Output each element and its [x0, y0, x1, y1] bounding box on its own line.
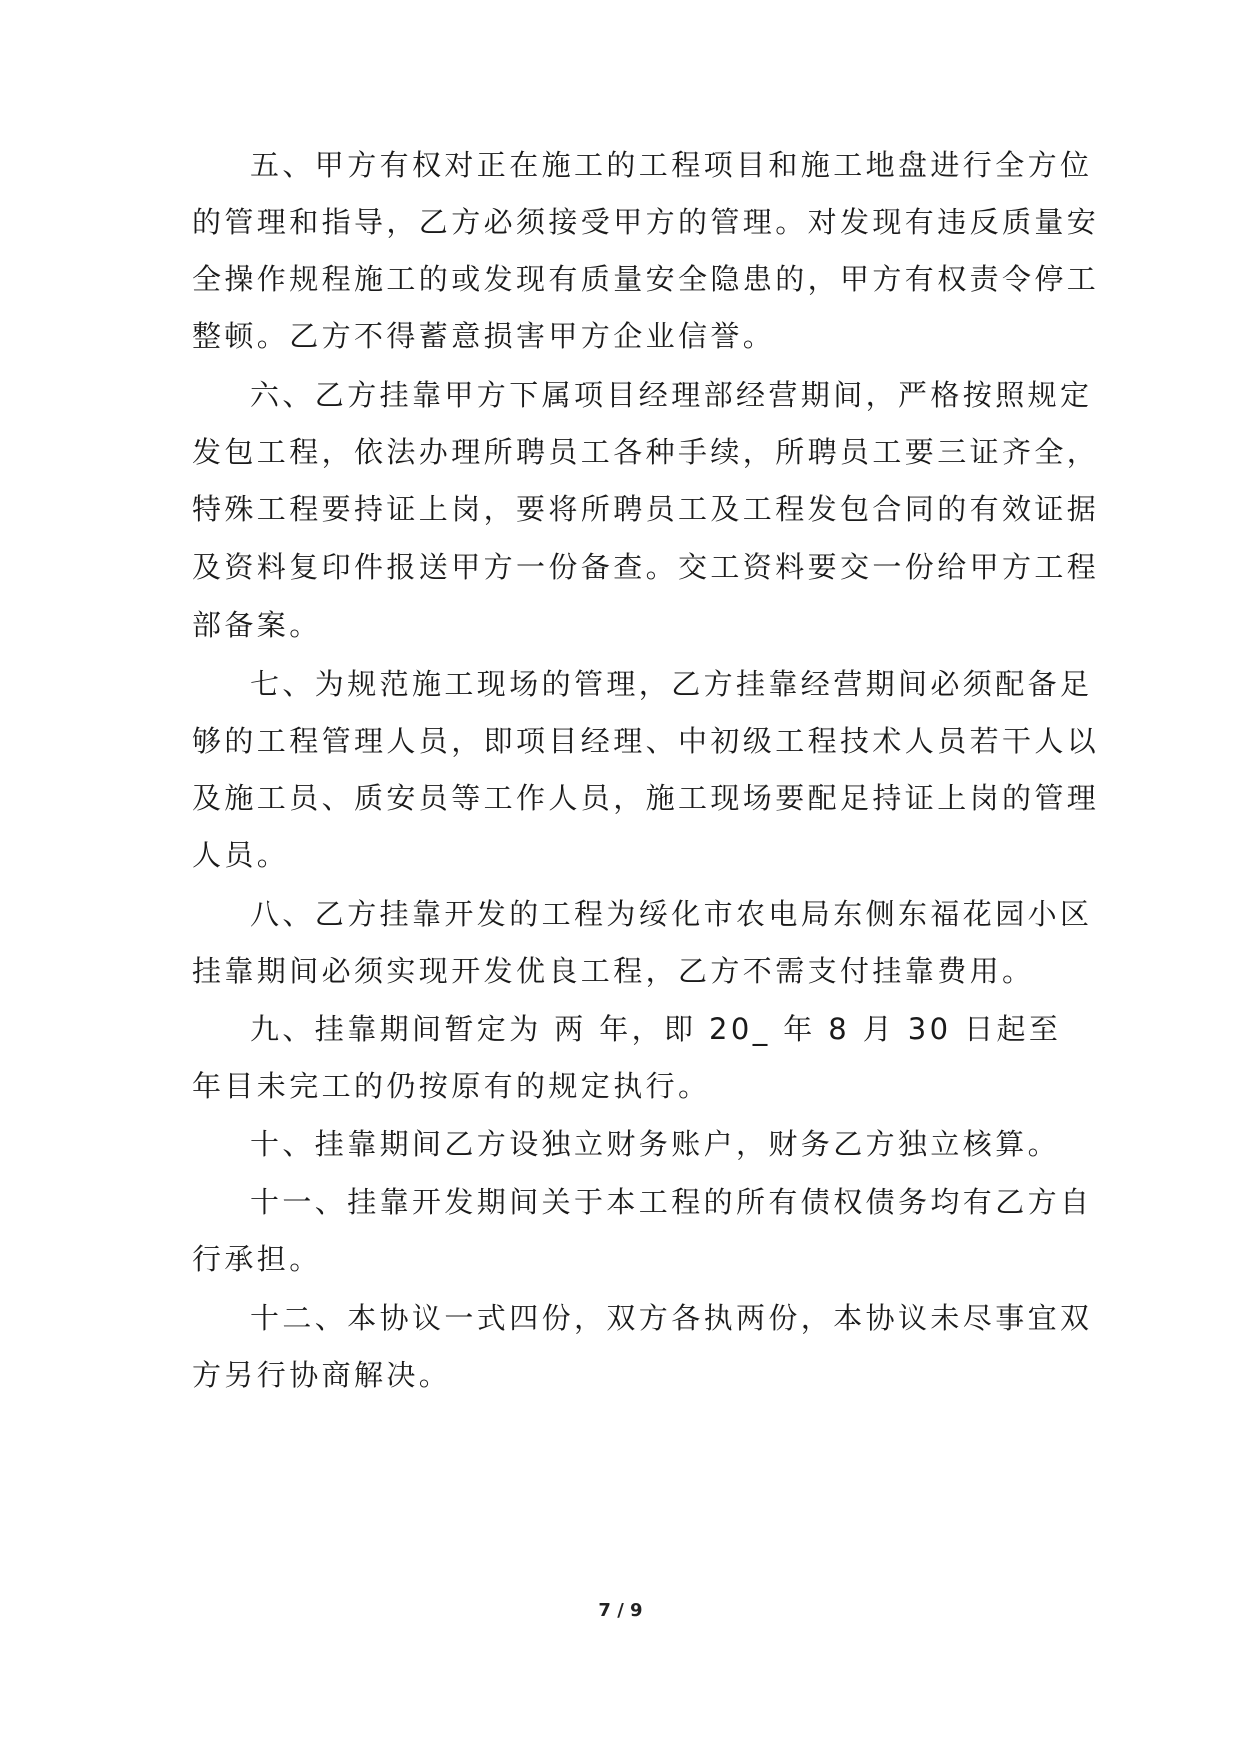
clause-6-line-4: 及资料复印件报送甲方一份备查。交工资料要交一份给甲方工程: [192, 550, 1100, 584]
clause-6-line-5: 部备案。: [192, 608, 322, 642]
clause-7-line-3: 及施工员、质安员等工作人员，施工现场要配足持证上岗的管理: [192, 781, 1100, 815]
clause-7-line-1: 七、为规范施工现场的管理，乙方挂靠经营期间必须配备足: [250, 667, 1093, 701]
clause-8-line-2: 挂靠期间必须实现开发优良工程，乙方不需支付挂靠费用。: [192, 954, 1035, 988]
clause-11-line-1: 十一、挂靠开发期间关于本工程的所有债权债务均有乙方自: [250, 1185, 1093, 1219]
clause-8-line-1: 八、乙方挂靠开发的工程为绥化市农电局东侧东福花园小区: [250, 897, 1093, 931]
clause-7-line-2: 够的工程管理人员，即项目经理、中初级工程技术人员若干人以: [192, 724, 1100, 758]
clause-5-line-1: 五、甲方有权对正在施工的工程项目和施工地盘进行全方位: [250, 148, 1093, 182]
clause-7-line-4: 人员。: [192, 838, 290, 872]
clause-12-line-1: 十二、本协议一式四份，双方各执两份，本协议未尽事宜双: [250, 1301, 1093, 1335]
clause-5-line-3: 全操作规程施工的或发现有质量安全隐患的，甲方有权责令停工: [192, 262, 1100, 296]
page-number: 7 / 9: [598, 1600, 643, 1621]
clause-5-line-2: 的管理和指导，乙方必须接受甲方的管理。对发现有违反质量安: [192, 205, 1100, 239]
clause-5-line-4: 整顿。乙方不得蓄意损害甲方企业信誉。: [192, 319, 776, 353]
clause-6-line-3: 特殊工程要持证上岗，要将所聘员工及工程发包合同的有效证据: [192, 492, 1100, 526]
clause-11-line-2: 行承担。: [192, 1242, 322, 1276]
clause-9-line-2: 年目未完工的仍按原有的规定执行。: [192, 1069, 711, 1103]
clause-9-line-1: 九、挂靠期间暂定为 两 年，即 20_ 年 8 月 30 日起至: [250, 1012, 1062, 1046]
clause-12-line-2: 方另行协商解决。: [192, 1358, 452, 1392]
clause-6-line-1: 六、乙方挂靠甲方下属项目经理部经营期间，严格按照规定: [250, 378, 1093, 412]
clause-10-line-1: 十、挂靠期间乙方设独立财务账户，财务乙方独立核算。: [250, 1127, 1061, 1161]
clause-6-line-2: 发包工程，依法办理所聘员工各种手续，所聘员工要三证齐全，: [192, 435, 1100, 469]
